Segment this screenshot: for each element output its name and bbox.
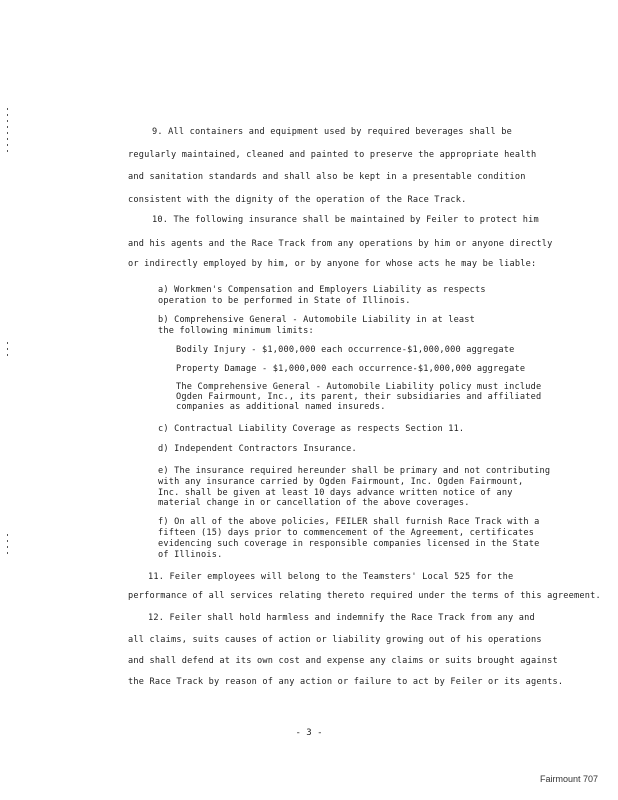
left-binding-marks-middle <box>6 338 10 360</box>
text-line: regularly maintained, cleaned and painted to preserve the appropriate health <box>128 150 537 160</box>
text-line: operation to be performed in State of Illinois. <box>158 296 411 306</box>
text-line: performance of all services relating thereto required under the terms of this agreement. <box>128 591 601 601</box>
text-line: 11. Feiler employees will belong to the Teamsters' Local 525 for the <box>148 572 514 582</box>
text-line: Bodily Injury - $1,000,000 each occurrence-$1,000,000 aggregate <box>176 345 515 355</box>
text-line: c) Contractual Liability Coverage as respects Section 11. <box>158 424 465 434</box>
document-id-stamp: Fairmount 707 <box>539 774 598 784</box>
text-line: with any insurance carried by Ogden Fairmount, Inc. Ogden Fairmount, <box>158 477 524 487</box>
text-line: evidencing such coverage in responsible companies licensed in the State <box>158 539 540 549</box>
text-line: 9. All containers and equipment used by required beverages shall be <box>152 127 513 137</box>
text-line: and shall defend at its own cost and expense any claims or suits brought against <box>128 656 558 666</box>
text-line: or indirectly employed by him, or by anyone for whose acts he may be liable: <box>128 259 537 269</box>
page-number: - 3 - <box>295 728 323 738</box>
text-line: fifteen (15) days prior to commencement of the Agreement, certificates <box>158 528 535 538</box>
text-line: the following minimum limits: <box>158 326 314 336</box>
text-line: f) On all of the above policies, FEILER shall furnish Race Track with a <box>158 517 540 527</box>
text-line: Ogden Fairmount, Inc., its parent, their subsidiaries and affiliated <box>176 392 542 402</box>
text-line: Inc. shall be given at least 10 days advance written notice of any <box>158 488 513 498</box>
text-line: 10. The following insurance shall be maintained by Feiler to protect him <box>152 215 539 225</box>
left-binding-marks-lower <box>6 530 10 558</box>
text-line: e) The insurance required hereunder shall be primary and not contributing <box>158 466 551 476</box>
text-line: d) Independent Contractors Insurance. <box>158 444 357 454</box>
text-line: and his agents and the Race Track from any operations by him or anyone directly <box>128 239 553 249</box>
text-line: companies as additional named insureds. <box>176 402 386 412</box>
text-line: all claims, suits causes of action or liability growing out of his operations <box>128 635 542 645</box>
text-line: material change in or cancellation of the above coverages. <box>158 498 470 508</box>
text-line: consistent with the dignity of the operation of the Race Track. <box>128 195 467 205</box>
text-line: Property Damage - $1,000,000 each occurrence-$1,000,000 aggregate <box>176 364 526 374</box>
text-line: of Illinois. <box>158 550 223 560</box>
left-binding-marks <box>6 104 10 156</box>
text-line: a) Workmen's Compensation and Employers Liability as respects <box>158 285 486 295</box>
text-line: and sanitation standards and shall also be kept in a presentable condition <box>128 172 526 182</box>
text-line: The Comprehensive General - Automobile Liability policy must include <box>176 382 542 392</box>
text-line: b) Comprehensive General - Automobile Liability in at least <box>158 315 476 325</box>
text-line: 12. Feiler shall hold harmless and indemnify the Race Track from any and <box>148 613 535 623</box>
text-line: the Race Track by reason of any action or failure to act by Feiler or its agents. <box>128 677 564 687</box>
